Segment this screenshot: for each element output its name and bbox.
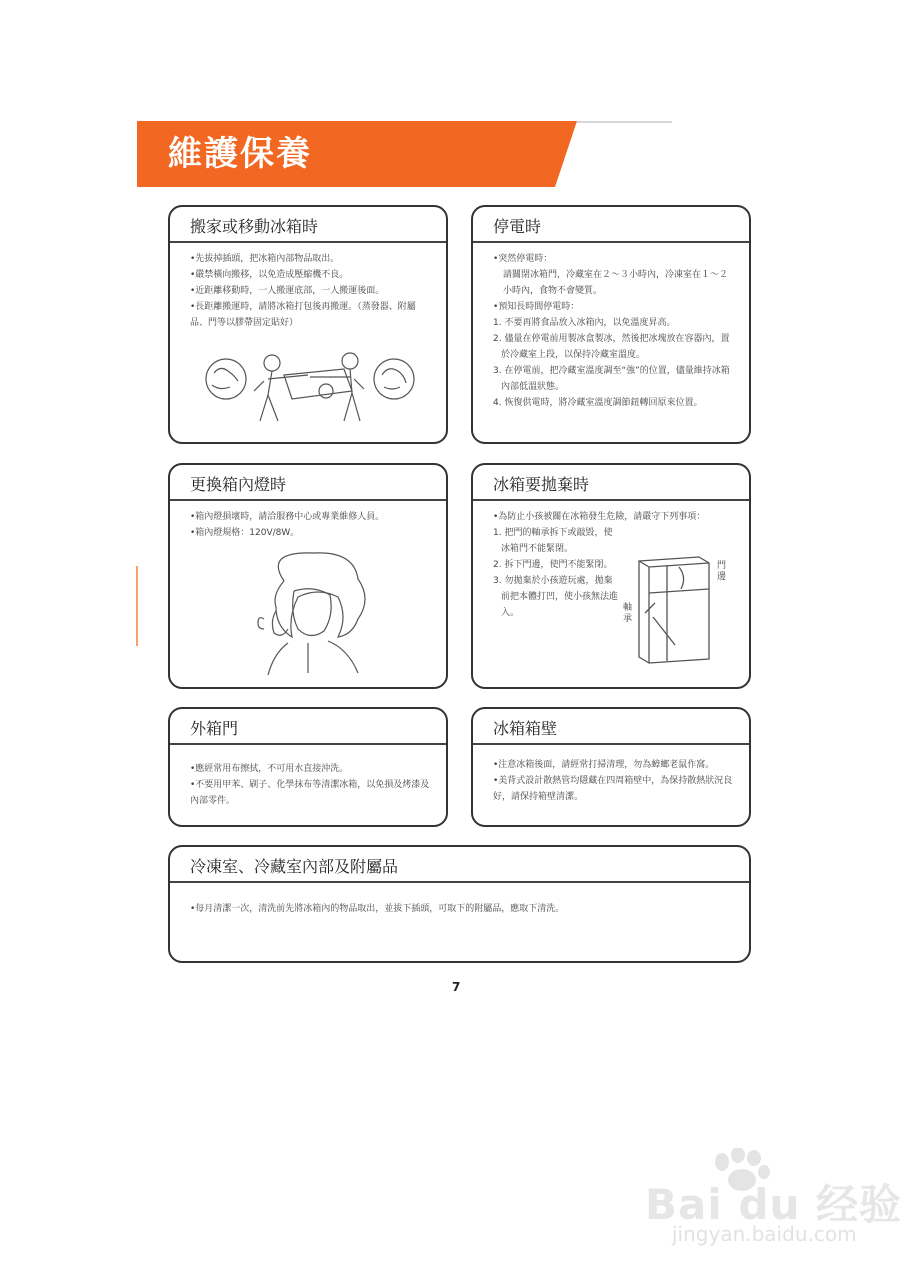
lamp-illustration (254, 551, 374, 677)
section-moving-body (190, 251, 430, 331)
section-divider (473, 499, 749, 501)
text-line: •美背式設計散熱管均隱藏在四周箱壁中，為保持散熱狀況良好，請保持箱壁清潔。 (493, 776, 733, 802)
section-lamp (168, 463, 448, 689)
section-interior-body (190, 901, 733, 917)
section-power-outage-title: 停電時 (493, 217, 542, 236)
text-line: 請關閉冰箱門，冷藏室在２～３小時內，冷凍室在１～２小時內，食物不會變質。 (503, 270, 729, 296)
section-divider (170, 881, 749, 883)
text-line: 2. 拆下門邊，使門不能緊閉。 (493, 560, 613, 570)
section-divider (170, 743, 446, 745)
section-moving (168, 205, 448, 444)
section-power-outage-body (493, 251, 733, 411)
section-power-outage (471, 205, 751, 444)
text-line: 3. 勿拋棄於小孩遊玩處，拋棄前把本體打凹，使小孩無法進入。 (493, 576, 619, 618)
text-line: •不要用甲苯、刷子、化學抹布等清潔冰箱，以免損及烤漆及內部零件。 (190, 780, 430, 806)
section-interior (168, 845, 751, 963)
section-divider (170, 499, 446, 501)
section-walls-title: 冰箱箱壁 (493, 719, 558, 738)
moving-illustration (204, 351, 416, 427)
page-edge-mark (136, 566, 138, 646)
text-line: •嚴禁橫向搬移，以免造成壓縮機不良。 (190, 270, 349, 280)
text-line: •長距離搬運時，請將冰箱打包後再搬運。（蒸發器、附屬品、門等以膠帶固定貼好） (190, 302, 416, 328)
text-line: •先拔掉插頭，把冰箱內部物品取出。 (190, 254, 340, 264)
text-line: •為防止小孩被關在冰箱發生危險，請嚴守下列事項： (493, 512, 706, 522)
section-divider (473, 241, 749, 243)
text-line: •應經常用布擦拭，不可用水直接沖洗。 (190, 764, 349, 774)
watermark-url: jingyan.baidu.com (672, 1222, 857, 1246)
header-divider (577, 121, 672, 123)
text-line: •近距離移動時，一人搬運底部，一人搬運後面。 (190, 286, 385, 296)
fridge-illustration (619, 547, 715, 665)
text-line: 1. 不要再將食品放入冰箱內，以免溫度昇高。 (493, 318, 676, 328)
section-walls (471, 707, 751, 827)
section-outer-door-title: 外箱門 (190, 719, 239, 738)
text-line: •箱內燈規格：120V/8W。 (190, 528, 300, 538)
text-line: 4. 恢復供電時，將冷藏室溫度調節鈕轉回原來位置。 (493, 398, 703, 408)
section-lamp-body (190, 509, 430, 541)
page-number: 7 (452, 980, 461, 994)
section-moving-title: 搬家或移動冰箱時 (190, 217, 319, 236)
door-edge-label: 門邊 (717, 561, 727, 582)
section-walls-body (493, 757, 733, 805)
section-lamp-title: 更換箱內燈時 (190, 475, 287, 494)
page-title: 維護保養 (168, 134, 312, 174)
section-outer-door-body (190, 761, 430, 809)
text-line: •預知長時間停電時： (493, 302, 580, 312)
text-line: 2. 儘量在停電前用製冰盒製冰，然後把冰塊放在容器內，置於冷藏室上段，以保持冷藏室溫度。 (493, 334, 730, 360)
text-line: •每月清潔一次，清洗前先將冰箱內的物品取出，並拔下插頭，可取下的附屬品，應取下清洗。 (190, 904, 565, 914)
section-divider (170, 241, 446, 243)
section-disposal-body (493, 509, 706, 621)
section-disposal (471, 463, 751, 689)
section-divider (473, 743, 749, 745)
section-disposal-title: 冰箱要拋棄時 (493, 475, 590, 494)
watermark-brand: Bai du 经验 (645, 1180, 902, 1229)
text-line: •突然停電時： (493, 254, 553, 264)
text-line: •箱內燈損壞時，請洽服務中心或專業維修人員。 (190, 512, 385, 522)
section-interior-title: 冷凍室、冷藏室內部及附屬品 (190, 857, 399, 876)
hinge-label: 軸承 (623, 603, 633, 624)
text-line: 1. 把門的軸承拆下或敲毀，使冰箱門不能緊閉。 (493, 528, 613, 554)
text-line: 3. 在停電前，把冷藏室溫度調至“強”的位置，儘量維持冰箱內部低溫狀態。 (493, 366, 730, 392)
text-line: •注意冰箱後面，請經常打掃清理，勿為蟑螂老鼠作窩。 (493, 760, 715, 770)
section-outer-door (168, 707, 448, 827)
